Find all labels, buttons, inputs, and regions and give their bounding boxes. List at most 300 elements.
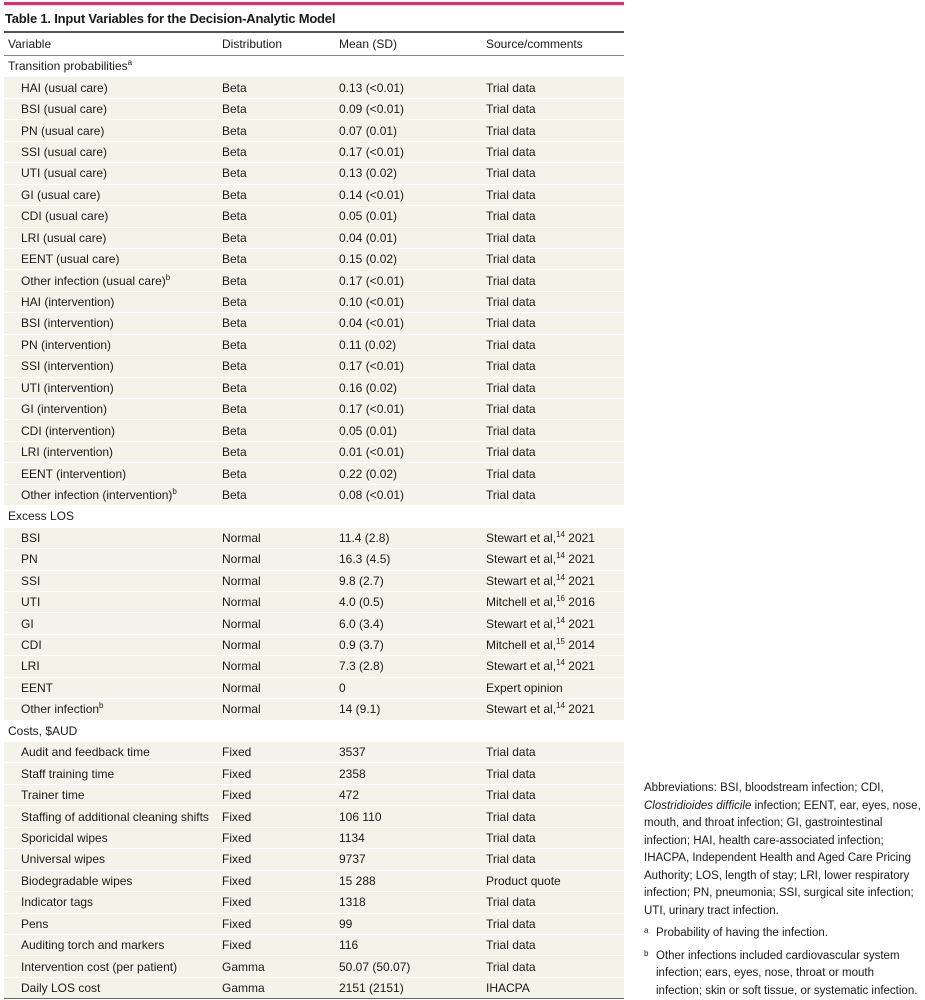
cell-distribution: Normal bbox=[218, 634, 335, 655]
cell-source bbox=[482, 206, 624, 227]
footnote-ref: b bbox=[165, 272, 171, 282]
table-row bbox=[4, 399, 624, 420]
variable-text: LRI bbox=[21, 659, 40, 674]
table-row bbox=[4, 227, 624, 248]
cell-distribution: Beta bbox=[218, 77, 335, 98]
table-row bbox=[4, 956, 624, 977]
source-text: Trial data bbox=[486, 380, 536, 395]
cell-mean-sd: 6.0 (3.4) bbox=[335, 613, 482, 634]
cell-mean-sd: 0.11 (0.02) bbox=[335, 334, 482, 355]
cell-variable bbox=[4, 77, 218, 98]
cell-source bbox=[482, 549, 624, 570]
table-row bbox=[4, 120, 624, 141]
section-title-text: Costs, $AUD bbox=[8, 723, 78, 738]
cell-source bbox=[482, 634, 624, 655]
cell-mean-sd: 0.05 (0.01) bbox=[335, 206, 482, 227]
variable-text: UTI (usual care) bbox=[21, 166, 108, 181]
cell-distribution: Beta bbox=[218, 163, 335, 184]
cell-distribution: Beta bbox=[218, 206, 335, 227]
table-row bbox=[4, 206, 624, 227]
cell-variable bbox=[4, 248, 218, 269]
variable-text: Staffing of additional cleaning shifts bbox=[21, 809, 209, 824]
table-row bbox=[4, 98, 624, 119]
cell-mean-sd: 16.3 (4.5) bbox=[335, 549, 482, 570]
cell-distribution: Beta bbox=[218, 377, 335, 398]
variable-text: GI (intervention) bbox=[21, 402, 108, 417]
cell-mean-sd: 9737 bbox=[335, 849, 482, 870]
cell-distribution: Normal bbox=[218, 699, 335, 720]
table-row bbox=[4, 141, 624, 162]
cell-variable bbox=[4, 656, 218, 677]
table-row bbox=[4, 742, 624, 763]
variable-text: Other infection (intervention) bbox=[21, 487, 173, 502]
cell-variable bbox=[4, 892, 218, 913]
cell-distribution: Fixed bbox=[218, 763, 335, 784]
cell-variable bbox=[4, 463, 218, 484]
cell-mean-sd: 3537 bbox=[335, 742, 482, 763]
cell-distribution: Beta bbox=[218, 313, 335, 334]
source-text: Trial data bbox=[486, 230, 536, 245]
table-row bbox=[4, 849, 624, 870]
cell-variable bbox=[4, 377, 218, 398]
cell-variable bbox=[4, 784, 218, 805]
source-year: 2021 bbox=[564, 530, 595, 545]
cell-variable bbox=[4, 399, 218, 420]
cell-distribution: Fixed bbox=[218, 742, 335, 763]
cell-distribution: Beta bbox=[218, 463, 335, 484]
source-text: Trial data bbox=[486, 337, 536, 352]
table-row bbox=[4, 420, 624, 441]
abbrev-text-rest: infection; EENT, ear, eyes, nose, mouth, and throat infection; GI, gastrointestinal infection; HAI, health care-associated infection; IHACPA, Independent Health and Aged Care Pricing Authority; LOS, length of stay; LRI, lower respiratory infection; PN, pneumonia; SSI, surgical site infection; UTI, urinary tract infection. bbox=[644, 799, 921, 917]
cell-source bbox=[482, 677, 624, 698]
variable-text: SSI bbox=[21, 573, 41, 588]
source-text: Mitchell et al, bbox=[486, 638, 557, 653]
citation-ref: 14 bbox=[556, 615, 565, 625]
variable-text: CDI (intervention) bbox=[21, 423, 116, 438]
variable-text: Trainer time bbox=[21, 788, 85, 803]
source-text: Trial data bbox=[486, 80, 536, 95]
source-year: 2021 bbox=[564, 552, 595, 567]
header-variable: Variable bbox=[4, 33, 218, 56]
cell-variable bbox=[4, 591, 218, 612]
source-text: Trial data bbox=[486, 423, 536, 438]
cell-variable bbox=[4, 120, 218, 141]
variable-text: SSI (intervention) bbox=[21, 359, 114, 374]
source-year: 2021 bbox=[564, 659, 595, 674]
cell-variable bbox=[4, 206, 218, 227]
cell-mean-sd: 11.4 (2.8) bbox=[335, 527, 482, 548]
cell-distribution: Gamma bbox=[218, 977, 335, 998]
cell-variable bbox=[4, 441, 218, 462]
citation-ref: 14 bbox=[556, 551, 565, 561]
variable-text: UTI bbox=[21, 595, 41, 610]
cell-distribution: Fixed bbox=[218, 784, 335, 805]
variable-text: HAI (intervention) bbox=[21, 295, 115, 310]
cell-mean-sd: 14 (9.1) bbox=[335, 699, 482, 720]
cell-mean-sd: 0.04 (0.01) bbox=[335, 227, 482, 248]
cell-source bbox=[482, 291, 624, 312]
table-row bbox=[4, 334, 624, 355]
cell-variable bbox=[4, 570, 218, 591]
variable-text: Daily LOS cost bbox=[21, 981, 101, 996]
cell-source bbox=[482, 441, 624, 462]
cell-source bbox=[482, 742, 624, 763]
section-row bbox=[4, 56, 624, 77]
cell-variable bbox=[4, 613, 218, 634]
table-row bbox=[4, 163, 624, 184]
header-source: Source/comments bbox=[482, 33, 624, 56]
citation-ref: 14 bbox=[556, 701, 565, 711]
variable-text: Indicator tags bbox=[21, 895, 94, 910]
cell-variable bbox=[4, 163, 218, 184]
cell-source bbox=[482, 913, 624, 934]
cell-variable bbox=[4, 141, 218, 162]
table-row bbox=[4, 570, 624, 591]
cell-mean-sd: 0.9 (3.7) bbox=[335, 634, 482, 655]
cell-distribution: Normal bbox=[218, 656, 335, 677]
cell-variable bbox=[4, 549, 218, 570]
cell-mean-sd: 0.16 (0.02) bbox=[335, 377, 482, 398]
cell-distribution: Normal bbox=[218, 570, 335, 591]
table-body bbox=[4, 56, 624, 999]
cell-source bbox=[482, 120, 624, 141]
source-text: Stewart et al, bbox=[486, 530, 557, 545]
source-text: Trial data bbox=[486, 959, 536, 974]
variable-text: Biodegradable wipes bbox=[21, 873, 133, 888]
citation-ref: 14 bbox=[556, 529, 565, 539]
cell-source bbox=[482, 98, 624, 119]
cell-source bbox=[482, 591, 624, 612]
cell-source bbox=[482, 399, 624, 420]
cell-variable bbox=[4, 849, 218, 870]
source-text: Trial data bbox=[486, 809, 536, 824]
table-row bbox=[4, 463, 624, 484]
cell-variable bbox=[4, 334, 218, 355]
source-text: Stewart et al, bbox=[486, 659, 557, 674]
section-title bbox=[4, 56, 624, 77]
cell-source bbox=[482, 463, 624, 484]
cell-distribution: Beta bbox=[218, 334, 335, 355]
cell-distribution: Beta bbox=[218, 248, 335, 269]
variable-text: BSI (intervention) bbox=[21, 316, 114, 331]
cell-variable bbox=[4, 184, 218, 205]
table-row bbox=[4, 377, 624, 398]
source-text: Stewart et al, bbox=[486, 573, 557, 588]
table-notes bbox=[644, 780, 922, 1000]
cell-variable bbox=[4, 977, 218, 998]
source-text: Trial data bbox=[486, 788, 536, 803]
cell-mean-sd: 4.0 (0.5) bbox=[335, 591, 482, 612]
cell-variable bbox=[4, 699, 218, 720]
variable-text: Other infection bbox=[21, 702, 100, 717]
table-row bbox=[4, 892, 624, 913]
abbrev-italic: Clostridioides difficile bbox=[644, 799, 752, 812]
variable-text: EENT (usual care) bbox=[21, 252, 120, 267]
section-title bbox=[4, 720, 624, 741]
cell-variable bbox=[4, 934, 218, 955]
cell-distribution: Fixed bbox=[218, 934, 335, 955]
cell-source bbox=[482, 977, 624, 998]
cell-source bbox=[482, 892, 624, 913]
variable-text: HAI (usual care) bbox=[21, 80, 108, 95]
cell-variable bbox=[4, 313, 218, 334]
source-text: Trial data bbox=[486, 252, 536, 267]
variable-text: PN bbox=[21, 552, 38, 567]
source-text: Trial data bbox=[486, 487, 536, 502]
cell-variable bbox=[4, 484, 218, 505]
table-row bbox=[4, 356, 624, 377]
source-text: IHACPA bbox=[486, 981, 530, 996]
source-year: 2021 bbox=[564, 573, 595, 588]
cell-mean-sd: 472 bbox=[335, 784, 482, 805]
citation-ref: 14 bbox=[556, 572, 565, 582]
table-row bbox=[4, 527, 624, 548]
source-text: Trial data bbox=[486, 123, 536, 138]
cell-source bbox=[482, 870, 624, 891]
cell-source bbox=[482, 334, 624, 355]
cell-mean-sd: 9.8 (2.7) bbox=[335, 570, 482, 591]
cell-mean-sd: 99 bbox=[335, 913, 482, 934]
cell-distribution: Normal bbox=[218, 613, 335, 634]
cell-variable bbox=[4, 634, 218, 655]
cell-mean-sd: 0.13 (<0.01) bbox=[335, 77, 482, 98]
footnote-ref: b bbox=[99, 701, 104, 711]
cell-source bbox=[482, 763, 624, 784]
cell-variable bbox=[4, 827, 218, 848]
cell-distribution: Fixed bbox=[218, 827, 335, 848]
source-text: Trial data bbox=[486, 166, 536, 181]
cell-mean-sd: 0.17 (<0.01) bbox=[335, 141, 482, 162]
cell-mean-sd: 2151 (2151) bbox=[335, 977, 482, 998]
source-year: 2021 bbox=[564, 616, 595, 631]
citation-ref: 16 bbox=[556, 594, 565, 604]
cell-source bbox=[482, 356, 624, 377]
cell-mean-sd: 15 288 bbox=[335, 870, 482, 891]
footnote-mark: a bbox=[644, 926, 649, 935]
cell-mean-sd: 7.3 (2.8) bbox=[335, 656, 482, 677]
cell-mean-sd: 116 bbox=[335, 934, 482, 955]
cell-mean-sd: 0.17 (<0.01) bbox=[335, 270, 482, 291]
variable-text: Staff training time bbox=[21, 766, 115, 781]
variable-text: UTI (intervention) bbox=[21, 380, 114, 395]
table-row bbox=[4, 677, 624, 698]
cell-variable bbox=[4, 677, 218, 698]
cell-mean-sd: 0.15 (0.02) bbox=[335, 248, 482, 269]
cell-mean-sd: 0.01 (<0.01) bbox=[335, 441, 482, 462]
cell-variable bbox=[4, 806, 218, 827]
cell-mean-sd: 1134 bbox=[335, 827, 482, 848]
table-row bbox=[4, 591, 624, 612]
cell-variable bbox=[4, 227, 218, 248]
variable-text: LRI (intervention) bbox=[21, 445, 114, 460]
cell-mean-sd: 0.17 (<0.01) bbox=[335, 356, 482, 377]
footnote-ref: a bbox=[127, 58, 133, 68]
table-row bbox=[4, 248, 624, 269]
source-text: Trial data bbox=[486, 209, 536, 224]
cell-distribution: Fixed bbox=[218, 849, 335, 870]
footnote-mark: b bbox=[644, 948, 649, 958]
cell-variable bbox=[4, 742, 218, 763]
source-text: Stewart et al, bbox=[486, 616, 557, 631]
section-row bbox=[4, 506, 624, 527]
cell-variable bbox=[4, 291, 218, 312]
section-title bbox=[4, 506, 624, 527]
footnote-text: Other infections included cardiovascular system infection; ears, eyes, nose, throat or mouth infection; skin or soft tissue, or systematic infection. bbox=[656, 949, 918, 997]
cell-mean-sd: 106 110 bbox=[335, 806, 482, 827]
header-distribution: Distribution bbox=[218, 33, 335, 56]
table-caption: Table 1. Input Variables for the Decision-Analytic Model bbox=[4, 5, 624, 33]
cell-mean-sd: 2358 bbox=[335, 763, 482, 784]
cell-distribution: Fixed bbox=[218, 892, 335, 913]
table-row bbox=[4, 634, 624, 655]
cell-variable bbox=[4, 913, 218, 934]
citation-ref: 15 bbox=[556, 637, 565, 647]
variable-text: Universal wipes bbox=[21, 852, 106, 867]
header-mean-sd: Mean (SD) bbox=[335, 33, 482, 56]
variable-text: PN (usual care) bbox=[21, 123, 105, 138]
variable-text: SSI (usual care) bbox=[21, 144, 108, 159]
section-title-text: Excess LOS bbox=[8, 509, 75, 524]
table-row bbox=[4, 913, 624, 934]
cell-variable bbox=[4, 870, 218, 891]
cell-distribution: Normal bbox=[218, 527, 335, 548]
variable-text: Auditing torch and markers bbox=[21, 938, 165, 953]
cell-distribution: Normal bbox=[218, 591, 335, 612]
source-text: Trial data bbox=[486, 445, 536, 460]
cell-distribution: Fixed bbox=[218, 870, 335, 891]
source-text: Trial data bbox=[486, 852, 536, 867]
table-row bbox=[4, 784, 624, 805]
table-row bbox=[4, 484, 624, 505]
abbreviations-note bbox=[644, 780, 922, 920]
cell-mean-sd: 0.17 (<0.01) bbox=[335, 399, 482, 420]
cell-source bbox=[482, 699, 624, 720]
cell-distribution: Beta bbox=[218, 484, 335, 505]
source-text: Expert opinion bbox=[486, 680, 563, 695]
table-row bbox=[4, 291, 624, 312]
cell-distribution: Gamma bbox=[218, 956, 335, 977]
cell-source bbox=[482, 527, 624, 548]
source-text: Trial data bbox=[486, 766, 536, 781]
cell-variable bbox=[4, 98, 218, 119]
cell-mean-sd: 0.05 (0.01) bbox=[335, 420, 482, 441]
cell-source bbox=[482, 270, 624, 291]
source-text: Stewart et al, bbox=[486, 552, 557, 567]
cell-variable bbox=[4, 356, 218, 377]
cell-source bbox=[482, 849, 624, 870]
cell-mean-sd: 0.09 (<0.01) bbox=[335, 98, 482, 119]
cell-distribution: Fixed bbox=[218, 806, 335, 827]
variable-text: Sporicidal wipes bbox=[21, 830, 108, 845]
source-text: Trial data bbox=[486, 895, 536, 910]
cell-mean-sd: 0.13 (0.02) bbox=[335, 163, 482, 184]
cell-source bbox=[482, 163, 624, 184]
cell-variable bbox=[4, 763, 218, 784]
table-row bbox=[4, 870, 624, 891]
cell-source bbox=[482, 806, 624, 827]
source-text: Trial data bbox=[486, 187, 536, 202]
cell-distribution: Beta bbox=[218, 141, 335, 162]
cell-distribution: Beta bbox=[218, 120, 335, 141]
source-text: Trial data bbox=[486, 144, 536, 159]
table-row bbox=[4, 441, 624, 462]
cell-source bbox=[482, 313, 624, 334]
cell-source bbox=[482, 77, 624, 98]
source-text: Trial data bbox=[486, 402, 536, 417]
variable-text: CDI (usual care) bbox=[21, 209, 109, 224]
footnote-a bbox=[644, 925, 922, 943]
source-text: Trial data bbox=[486, 938, 536, 953]
cell-distribution: Beta bbox=[218, 356, 335, 377]
variable-text: EENT (intervention) bbox=[21, 466, 127, 481]
cell-source bbox=[482, 956, 624, 977]
variable-text: GI (usual care) bbox=[21, 187, 101, 202]
cell-distribution: Beta bbox=[218, 98, 335, 119]
table-row bbox=[4, 827, 624, 848]
table-container bbox=[4, 2, 624, 999]
cell-source bbox=[482, 420, 624, 441]
variable-text: Intervention cost (per patient) bbox=[21, 959, 178, 974]
header-row bbox=[4, 33, 624, 56]
variable-text: LRI (usual care) bbox=[21, 230, 107, 245]
cell-mean-sd: 0.07 (0.01) bbox=[335, 120, 482, 141]
cell-distribution: Beta bbox=[218, 184, 335, 205]
source-text: Trial data bbox=[486, 295, 536, 310]
cell-mean-sd: 0 bbox=[335, 677, 482, 698]
table-row bbox=[4, 549, 624, 570]
table-row bbox=[4, 763, 624, 784]
cell-source bbox=[482, 827, 624, 848]
source-text: Trial data bbox=[486, 916, 536, 931]
table-row bbox=[4, 77, 624, 98]
section-title-text: Transition probabilities bbox=[8, 59, 128, 74]
footnote-text: Probability of having the infection. bbox=[656, 927, 828, 939]
cell-distribution: Beta bbox=[218, 399, 335, 420]
table-row bbox=[4, 977, 624, 998]
variable-text: PN (intervention) bbox=[21, 337, 112, 352]
cell-variable bbox=[4, 956, 218, 977]
table-row bbox=[4, 270, 624, 291]
source-text: Trial data bbox=[486, 316, 536, 331]
table-row bbox=[4, 699, 624, 720]
table-row bbox=[4, 613, 624, 634]
cell-source bbox=[482, 184, 624, 205]
cell-mean-sd: 0.14 (<0.01) bbox=[335, 184, 482, 205]
cell-distribution: Beta bbox=[218, 291, 335, 312]
source-year: 2016 bbox=[564, 595, 595, 610]
cell-variable bbox=[4, 270, 218, 291]
source-text: Trial data bbox=[486, 830, 536, 845]
cell-distribution: Fixed bbox=[218, 913, 335, 934]
variable-text: Pens bbox=[21, 916, 49, 931]
table-row bbox=[4, 934, 624, 955]
table-row bbox=[4, 806, 624, 827]
cell-source bbox=[482, 570, 624, 591]
cell-mean-sd: 0.22 (0.02) bbox=[335, 463, 482, 484]
abbrev-text: Abbreviations: BSI, bloodstream infection; CDI, bbox=[644, 782, 884, 794]
table-row bbox=[4, 184, 624, 205]
cell-mean-sd: 0.04 (<0.01) bbox=[335, 313, 482, 334]
input-variables-table bbox=[4, 33, 624, 999]
cell-variable bbox=[4, 527, 218, 548]
cell-mean-sd: 0.10 (<0.01) bbox=[335, 291, 482, 312]
source-text: Trial data bbox=[486, 102, 536, 117]
source-year: 2021 bbox=[564, 702, 595, 717]
footnote-b bbox=[644, 948, 922, 1000]
cell-source bbox=[482, 141, 624, 162]
cell-distribution: Normal bbox=[218, 549, 335, 570]
variable-text: CDI bbox=[21, 638, 42, 653]
